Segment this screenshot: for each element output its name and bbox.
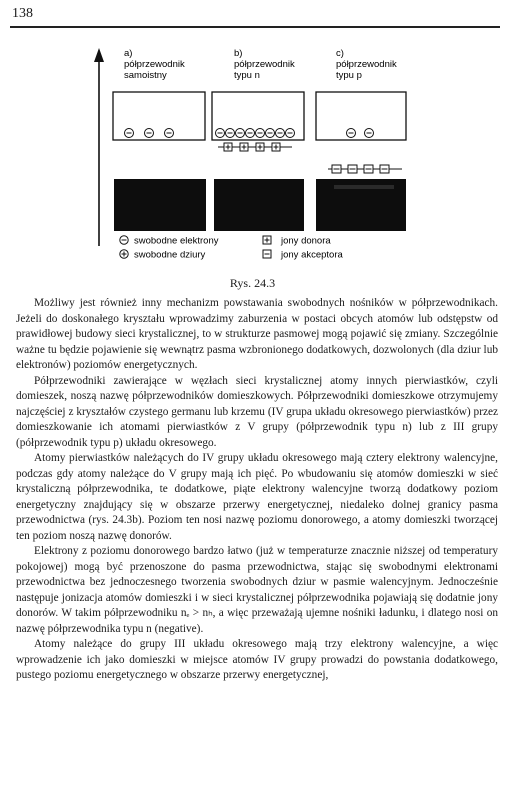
legend-donor-label: jony donora <box>281 235 331 247</box>
donor-ion-icon <box>224 143 232 151</box>
panel-a-line1: półprzewodnik <box>124 59 185 70</box>
donor-ion-icon <box>256 143 264 151</box>
panel-a-line2: samoistny <box>124 70 167 81</box>
acceptor-ion-icon <box>364 165 373 173</box>
legend-acceptor-label: jony akceptora <box>281 249 343 261</box>
acceptor-ion-icon <box>348 165 357 173</box>
paragraph: Atomy należące do grupy III układu okresowego mają trzy elektrony walencyjne, a więc wprowadzenie ich jako domieszki w miejsce atomów IV grupy prowadzi do powstania dodatkowego, pustego poziomu energetycznego w obszarze przerwy energetycznej, <box>16 638 498 681</box>
panel-a-electrons <box>125 129 174 138</box>
acceptor-ion-icon <box>332 165 341 173</box>
energy-axis-arrow-icon <box>94 48 104 62</box>
panel-c-letter: c) <box>336 48 344 59</box>
panel-b-line2: typu n <box>234 70 260 81</box>
panel-a-letter: a) <box>124 48 133 59</box>
panel-c-line1: półprzewodnik <box>336 59 397 70</box>
panel-b-line1: półprzewodnik <box>234 59 295 70</box>
panel-c-electrons <box>347 129 374 138</box>
legend-electrons-label: swobodne elektrony <box>134 235 219 247</box>
panel-c-conduction-band <box>316 92 406 140</box>
panel-b-electrons <box>216 129 295 138</box>
paragraph: Elektrony z poziomu donorowego bardzo łatwo (już w temperaturze znacznie niższej od temperatury pokojowej) mogą być przenoszone do pasma przewodnictwa, stając się swobodnymi elektronami przewodnictwa bez jednoczesnego tworzenia swobodnych dziur w pasmie walencyjnym. Jednocześnie następuje jonizacja atomów domieszki i w sieci krystalicznej półprzewodnika pojawiają się dodatnie jony donorów. W takim półprzewodniku nₑ > nₕ, a więc przeważają ujemne nośniki ładunku, i dlatego nosi on nazwę półprzewodnika typu n (negative). <box>16 545 498 635</box>
legend-donor-icon <box>263 236 271 244</box>
legend-hole-icon <box>120 250 128 258</box>
donor-ion-icon <box>272 143 280 151</box>
paragraph: Atomy pierwiastków należących do IV grupy układu okresowego mają cztery elektrony walencyjne, podczas gdy atomy należące do V grupy mają ich pięć. Po wbudowaniu się atomów domieszki w sieć krystaliczną półprzewodnika, te dodatkowe, piąte elektrony walencyjne tworzą dodatkowy poziom energetyczny znajdujący się w obszarze przerwy energetycznej, niedaleko dolnej granicy pasma przewodnictwa (rys. 24.3b). Poziom ten nosi nazwę poziomu donorowego, a atomy domieszki tworzącej ten poziom noszą nazwę donorów. <box>16 452 498 542</box>
body-text <box>16 296 498 684</box>
paragraph: Półprzewodniki zawierające w węzłach sieci krystalicznej atomy innych pierwiastków, czyli domieszek, noszą nazwę półprzewodników domieszkowych. Półprzewodniki domieszkowe otrzymujemy najczęściej z kryształów czystego germanu lub krzemu (IV grupa układu okresowego pierwiastków) przez domieszkowanie ich atomami pierwiastków z V grupy (półprzewodnik typu n) lub z III grupy (półprzewodnik typu p) układu okresowego. <box>16 374 498 449</box>
panel-b-valence-band <box>214 179 304 231</box>
paragraph: Możliwy jest również inny mechanizm powstawania swobodnych nośników w półprzewodnikach. Jeżeli do doskonałego kryształu wprowadzimy zaburzenia w postaci obcych atomów lub odstępstw od prawidłowej budowy sieci krystalicznej, to w strukturze pasmowej mogą pojawić się zmiany. Szczególnie ważne tu będzie pojawienie się wewnątrz pasma wzbronionego dodatkowych, dozwolonych (dla dziur lub elektronów) poziomów energetycznych. <box>16 297 498 371</box>
donor-ion-icon <box>240 143 248 151</box>
panel-a-valence-band <box>114 179 206 231</box>
panel-b-letter: b) <box>234 48 243 59</box>
panel-c-line2: typu p <box>336 70 362 81</box>
legend-acceptor-icon <box>263 250 271 258</box>
panel-c-holes-strip <box>334 185 394 189</box>
page-number: 138 <box>12 6 33 21</box>
legend-holes-label: swobodne dziury <box>134 249 206 261</box>
band-diagram-figure <box>0 0 505 280</box>
acceptor-ion-icon <box>380 165 389 173</box>
figure-caption: Rys. 24.3 <box>229 276 276 290</box>
legend-electron-icon <box>120 236 128 244</box>
legend <box>120 236 344 261</box>
